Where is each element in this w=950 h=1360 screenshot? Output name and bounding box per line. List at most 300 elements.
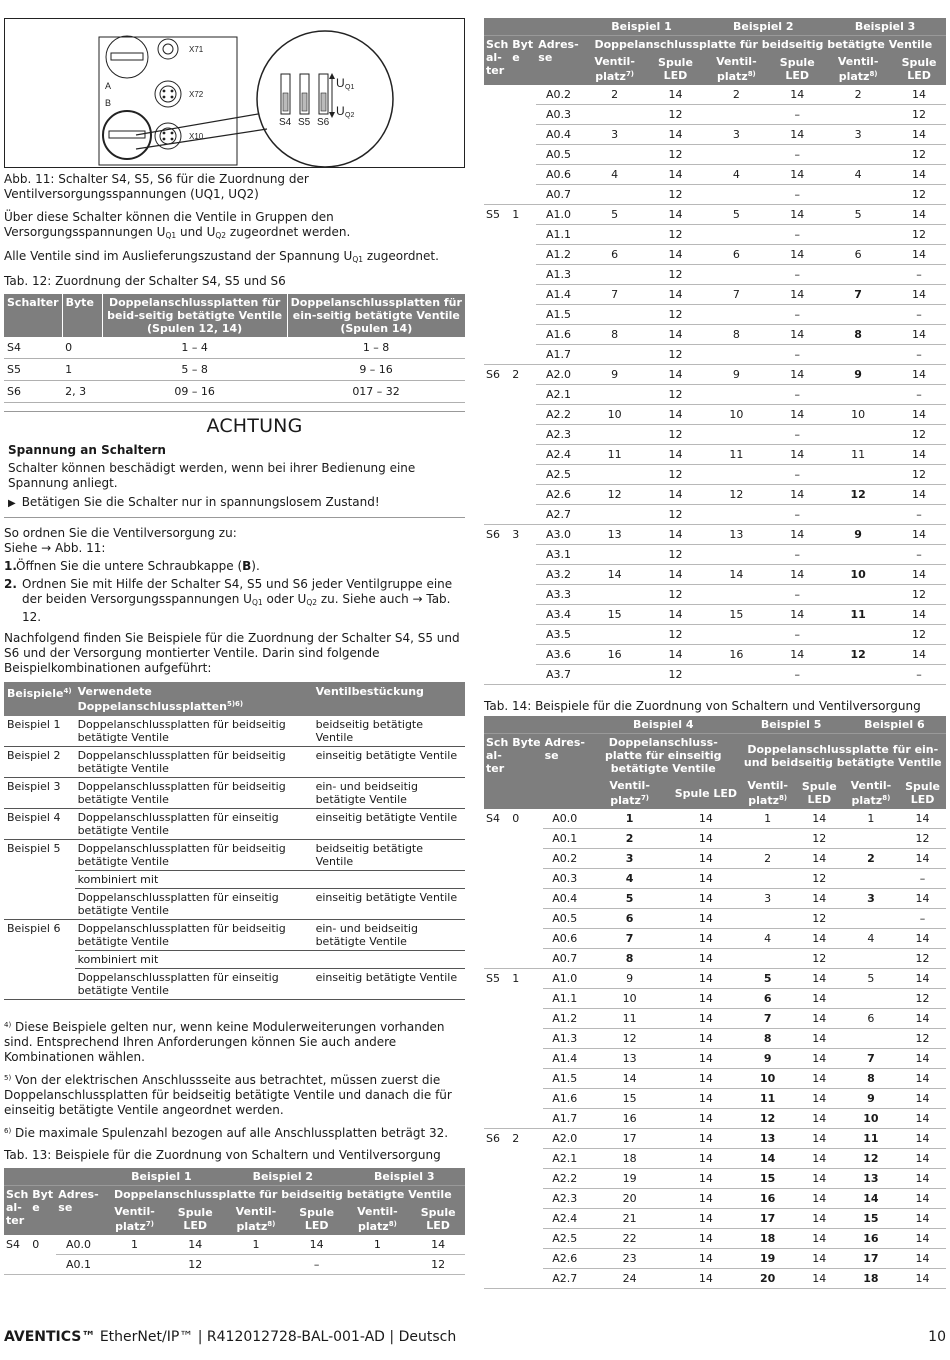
table-cell: 14 (672, 1229, 739, 1249)
table-cell: – (892, 305, 946, 325)
table-cell: 14 (770, 605, 824, 625)
right-column (484, 18, 946, 1289)
table-cell (702, 585, 770, 605)
table-cell: 9 (587, 969, 672, 989)
table-cell: A0.7 (536, 185, 580, 205)
switch-figure (4, 18, 465, 168)
table-cell (484, 989, 510, 1009)
table-cell: einseitig betätigte Ventile (313, 969, 465, 1000)
table-cell (510, 989, 542, 1009)
table-cell: 0 (62, 337, 102, 359)
footnote-5: $^{5)}$ Von der elektrischen Anschlussseite aus betrachtet, müssen zuerst die Doppelanschlussplatten für beidseitig betätigte Ventile und danach die für einseitig betätigte Ventile angeordnet werden. (4, 1073, 452, 1117)
table-cell: 3 (587, 849, 672, 869)
table-cell (510, 645, 536, 665)
table-cell: – (899, 909, 946, 929)
table-cell: 16 (587, 1109, 672, 1129)
table-cell (510, 665, 536, 685)
table-cell: 14 (672, 889, 739, 909)
header-ventilplatz: Ventil- platz$^{8)}$ (702, 53, 770, 85)
table-cell: 12 (649, 465, 703, 485)
table-cell (510, 245, 536, 265)
table-cell: Doppelanschlussplatten für beidseitig betätigte Ventile (75, 840, 313, 871)
table-cell (702, 385, 770, 405)
table-cell (824, 265, 892, 285)
table-cell: A3.3 (536, 585, 580, 605)
table-cell (510, 485, 536, 505)
table-cell: 14 (796, 849, 843, 869)
table-cell: A1.7 (543, 1109, 587, 1129)
table-cell (702, 665, 770, 685)
table-cell: 5 (587, 889, 672, 909)
table-cell (484, 325, 510, 345)
table-cell: – (770, 545, 824, 565)
table-cell: 14 (649, 525, 703, 545)
table-cell: 14 (899, 1169, 946, 1189)
table-cell: 14 (740, 1149, 796, 1169)
table-row (484, 909, 946, 929)
table-cell: 12 (649, 225, 703, 245)
table-cell: 1 (101, 1235, 169, 1255)
table-cell (484, 1229, 510, 1249)
table-cell (581, 185, 649, 205)
header-adresse: Adres- se (56, 1186, 100, 1236)
footer-text: EtherNet/IP™ | R412012728-BAL-001-AD | Deutsch (95, 1329, 457, 1345)
table-cell (484, 245, 510, 265)
table-cell: 14 (649, 325, 703, 345)
table-cell (824, 385, 892, 405)
procedure-steps (4, 559, 465, 625)
table-cell (581, 625, 649, 645)
table-cell: 14 (649, 245, 703, 265)
table-cell: 13 (740, 1129, 796, 1149)
table-cell: 14 (770, 525, 824, 545)
table-cell: 18 (587, 1149, 672, 1169)
table-cell: 14 (899, 1189, 946, 1209)
table-cell: 16 (843, 1229, 899, 1249)
table-cell (484, 345, 510, 365)
table-cell (484, 265, 510, 285)
table-row (484, 245, 946, 265)
table-cell: 12 (899, 829, 946, 849)
label-s4: S4 (279, 117, 292, 128)
table-cell: einseitig betätigte Ventile (313, 809, 465, 840)
table-row (484, 829, 946, 849)
header-ventilplatz: Ventil- platz$^{8)}$ (222, 1203, 290, 1235)
header-blank (484, 18, 581, 36)
table-cell: 14 (672, 1169, 739, 1189)
header-schalter: Sch al- ter (484, 734, 510, 810)
table-cell (824, 505, 892, 525)
table-cell (510, 545, 536, 565)
table-cell: 14 (899, 1049, 946, 1069)
table-cell: 14 (796, 1129, 843, 1149)
tab12-header: Schalter (4, 294, 62, 337)
table-cell: 14 (649, 165, 703, 185)
table-cell: A3.6 (536, 645, 580, 665)
table-cell (581, 545, 649, 565)
table-cell: A2.0 (543, 1129, 587, 1149)
label-uq2-sub: Q2 (345, 112, 355, 119)
table-cell: 12 (411, 1255, 465, 1275)
header-spule-led: Spule LED (411, 1203, 465, 1235)
table-cell: 8 (843, 1069, 899, 1089)
table-cell: 0 (512, 812, 520, 825)
table-cell: A1.5 (536, 305, 580, 325)
header-ventilplatz: Ventil- platz$^{8)}$ (740, 777, 796, 809)
table-cell: 14 (672, 829, 739, 849)
table-cell: 14 (899, 1209, 946, 1229)
table-row (484, 445, 946, 465)
table-cell: 17 (843, 1249, 899, 1269)
table-cell: 12 (649, 385, 703, 405)
table-cell: A1.4 (536, 285, 580, 305)
table-cell: 4 (587, 869, 672, 889)
table-cell: 14 (796, 1249, 843, 1269)
table-cell (484, 1029, 510, 1049)
table-cell: A0.0 (56, 1235, 100, 1255)
table-cell: 14 (672, 1069, 739, 1089)
table-cell: 14 (770, 285, 824, 305)
table-cell: A0.3 (543, 869, 587, 889)
table-cell (510, 185, 536, 205)
table-cell: 14 (796, 1149, 843, 1169)
table-cell: – (290, 1255, 344, 1275)
table-row (484, 465, 946, 485)
table-cell: A2.1 (543, 1149, 587, 1169)
table-cell: 14 (796, 1169, 843, 1189)
table-cell: – (892, 505, 946, 525)
table-row (484, 625, 946, 645)
table-cell: 14 (796, 1189, 843, 1209)
table-cell: beidseitig betätigte Ventile (313, 840, 465, 871)
table-cell (510, 1049, 542, 1069)
table-cell: 5 – 8 (102, 359, 287, 381)
table-cell: 3 (512, 528, 520, 541)
table-cell (510, 405, 536, 425)
table-cell: 14 (672, 849, 739, 869)
tab13-caption: Tab. 13: Beispiele für die Zuordnung von Schaltern und Ventilversorgung (4, 1148, 441, 1162)
table-row (484, 1249, 946, 1269)
label-s6: S6 (317, 117, 330, 128)
table-cell: 14 (899, 1149, 946, 1169)
table-cell: 8 (740, 1029, 796, 1049)
table-cell: 10 (581, 405, 649, 425)
table-cell: 09 – 16 (102, 381, 287, 403)
table-cell (510, 145, 536, 165)
table-cell: 12 (843, 1149, 899, 1169)
header-ventilplatz: Ventil- platz$^{7)}$ (587, 777, 672, 809)
table-row (484, 205, 946, 225)
table-cell: 14 (796, 1269, 843, 1289)
table-cell: 1 (512, 208, 520, 221)
table-cell (484, 605, 510, 625)
table-cell (740, 949, 796, 969)
table-cell: S4 (6, 1238, 20, 1251)
table-row (484, 145, 946, 165)
tab12-table (4, 294, 465, 403)
table-cell: 10 (824, 405, 892, 425)
table-cell: 2 (843, 849, 899, 869)
table-cell: 8 (587, 949, 672, 969)
table-cell: 1 – 8 (287, 337, 465, 359)
table-cell (484, 1069, 510, 1089)
table-cell: 14 (587, 1069, 672, 1089)
table-row (484, 605, 946, 625)
table-cell (510, 869, 542, 889)
table-cell: 14 (770, 565, 824, 585)
table-cell: 9 (581, 365, 649, 385)
table-cell: 14 (649, 485, 703, 505)
table-cell (484, 1269, 510, 1289)
table-cell (581, 345, 649, 365)
table-cell: – (770, 465, 824, 485)
table-cell: 11 (702, 445, 770, 465)
table-cell: 14 (892, 525, 946, 545)
header-span: Doppelanschlussplatte für beidseitig betätigte Ventile (581, 36, 946, 54)
table-cell (581, 105, 649, 125)
table-row (484, 1109, 946, 1129)
table-cell (510, 125, 536, 145)
table-row (4, 809, 465, 840)
table-cell: 14 (770, 85, 824, 105)
table-cell: A0.6 (536, 165, 580, 185)
table-cell (484, 465, 510, 485)
table-cell (484, 1169, 510, 1189)
table-cell: A2.3 (536, 425, 580, 445)
table-cell (510, 385, 536, 405)
table-cell (484, 1249, 510, 1269)
table-cell (581, 145, 649, 165)
table-cell: 14 (672, 969, 739, 989)
table-cell: 6 (843, 1009, 899, 1029)
table-cell: 19 (740, 1249, 796, 1269)
example-name: Beispiel 1 (4, 716, 75, 747)
table-cell (484, 305, 510, 325)
header-ventilplatz: Ventil- platz$^{7)}$ (581, 53, 649, 85)
table-cell: 9 (824, 365, 892, 385)
table-cell: A0.4 (543, 889, 587, 909)
table-cell (824, 665, 892, 685)
table-cell: 14 (892, 245, 946, 265)
table-cell (843, 829, 899, 849)
label-uq1-sub: Q1 (345, 84, 355, 91)
table-cell: 12 (899, 1029, 946, 1049)
table-cell: 1 (222, 1235, 290, 1255)
header-spule-led: Spule LED (649, 53, 703, 85)
table-cell: S5 (486, 208, 500, 221)
table-cell: 9 (824, 525, 892, 545)
table-cell: 14 (649, 125, 703, 145)
table-cell: 14 (168, 1235, 222, 1255)
table-cell (484, 1009, 510, 1029)
table-cell (344, 1255, 412, 1275)
table-cell (484, 1109, 510, 1129)
table-cell: 15 (581, 605, 649, 625)
header-beispiel: Beispiel 4 (587, 716, 740, 734)
table-cell: S4 (486, 812, 500, 825)
table-cell: 15 (843, 1209, 899, 1229)
header-beispiel: Beispiel 2 (702, 18, 824, 36)
table-cell: – (892, 265, 946, 285)
header-span: Doppelanschlussplatte für beidseitig betätigte Ventile (101, 1186, 465, 1204)
table-cell: 14 (672, 1249, 739, 1269)
table-cell: 12 (892, 625, 946, 645)
table-row (4, 747, 465, 778)
table-cell (581, 505, 649, 525)
table-cell (510, 465, 536, 485)
table-cell (484, 145, 510, 165)
table-cell: A0.5 (543, 909, 587, 929)
table-cell (510, 625, 536, 645)
table-cell (702, 225, 770, 245)
header-ventilplatz: Ventil- platz$^{8)}$ (344, 1203, 412, 1235)
table-cell: 14 (899, 849, 946, 869)
table-cell: 12 (649, 345, 703, 365)
intro-paragraph-2: Alle Ventile sind im Auslieferungszustand der Spannung $U_{Q1}$ zugeordnet. (4, 249, 439, 264)
header-spule-led: Spule LED (770, 53, 824, 85)
table-row (484, 929, 946, 949)
table-cell: 0 (32, 1238, 40, 1251)
table-cell: S6 (486, 528, 500, 541)
table-cell (510, 565, 536, 585)
table-row (484, 1129, 946, 1149)
table-cell (510, 325, 536, 345)
table-cell: – (892, 665, 946, 685)
table-cell (843, 1029, 899, 1049)
table-cell: kombiniert mit (75, 871, 313, 889)
table-cell: 14 (770, 405, 824, 425)
table-cell: 14 (892, 485, 946, 505)
table-cell (702, 305, 770, 325)
header-span-2: Doppelanschlussplatte für ein- und beidseitig betätigte Ventile (740, 734, 946, 778)
table-cell (484, 949, 510, 969)
table-cell (510, 425, 536, 445)
table-cell: 2 (702, 85, 770, 105)
table-cell (824, 425, 892, 445)
table-cell: – (770, 345, 824, 365)
label-uq1: U (336, 76, 345, 90)
table-row (484, 345, 946, 365)
table-cell: 12 (899, 989, 946, 1009)
table-cell: 14 (672, 929, 739, 949)
header-blank (4, 1168, 101, 1186)
label-a: A (105, 81, 112, 91)
table-cell (313, 951, 465, 969)
table-cell: 11 (843, 1129, 899, 1149)
table-cell: 14 (672, 1189, 739, 1209)
warning-title: ACHTUNG (206, 415, 303, 437)
table-cell: 14 (770, 445, 824, 465)
table-cell (510, 445, 536, 465)
table-row (484, 809, 946, 829)
table-cell (484, 485, 510, 505)
table-cell: 14 (899, 969, 946, 989)
examples-header: Verwendete Doppelanschlussplatten$^{5)6)}$ (75, 682, 313, 716)
table-row (4, 337, 465, 359)
label-x71: X71 (189, 45, 204, 54)
table-cell (510, 1209, 542, 1229)
list-item: 2. Ordnen Sie mit Hilfe der Schalter S4, S5 und S6 jeder Ventilgruppe eine der beiden Versorgungsspannungen $U_{Q1}$ oder $U_{Q2}$ zu. Siehe auch → Tab. 12. (4, 577, 453, 624)
table-cell: 12 (649, 105, 703, 125)
table-cell: 14 (672, 1049, 739, 1069)
table-cell: 3 (824, 125, 892, 145)
table-cell: – (770, 585, 824, 605)
table-cell: – (770, 625, 824, 645)
table-row (484, 1209, 946, 1229)
table-cell (484, 625, 510, 645)
examples-table (4, 682, 465, 1000)
table-cell: A1.0 (536, 205, 580, 225)
table-cell: 19 (587, 1169, 672, 1189)
table-cell (484, 445, 510, 465)
table-cell: 14 (892, 605, 946, 625)
table-cell: 12 (892, 425, 946, 445)
table-cell: 14 (672, 1149, 739, 1169)
table-cell: A3.2 (536, 565, 580, 585)
table-cell: 9 (702, 365, 770, 385)
table-row (4, 716, 465, 747)
table-cell: 14 (672, 1269, 739, 1289)
table-cell: 7 (843, 1049, 899, 1069)
table-cell: 14 (796, 1109, 843, 1129)
table-cell: 14 (899, 809, 946, 829)
table-row (484, 225, 946, 245)
table-cell: – (770, 105, 824, 125)
table-cell (484, 125, 510, 145)
footnote-6: $^{6)}$ Die maximale Spulenzahl bezogen auf alle Anschlussplatten beträgt 32. (4, 1126, 449, 1140)
table-cell: 4 (581, 165, 649, 185)
table-cell: 1 (587, 809, 672, 829)
table-cell (510, 345, 536, 365)
table-cell: A1.4 (543, 1049, 587, 1069)
table-cell: A2.0 (536, 365, 580, 385)
table-cell: 3 (702, 125, 770, 145)
table-cell (484, 505, 510, 525)
table-cell (824, 345, 892, 365)
table-cell: 14 (892, 205, 946, 225)
left-column (4, 18, 465, 1275)
table-cell (510, 265, 536, 285)
table-cell (581, 425, 649, 445)
table-cell (484, 1209, 510, 1229)
header-adresse: Adres- se (536, 36, 580, 86)
table-cell: A1.2 (536, 245, 580, 265)
table-cell (484, 165, 510, 185)
table-row (484, 1029, 946, 1049)
header-spule-led: Spule LED (290, 1203, 344, 1235)
table-cell: 2 (587, 829, 672, 849)
table-cell: 14 (892, 405, 946, 425)
table-row (484, 265, 946, 285)
table-row (4, 1235, 465, 1255)
intro-paragraph-1: Über diese Schalter können die Ventile in Gruppen den Versorgungsspannungen $U_{Q1}$ und $U_{Q2}$ zugeordnet werden. (4, 210, 351, 240)
table-cell (843, 869, 899, 889)
table-cell: Doppelanschlussplatten für beidseitig betätigte Ventile (75, 747, 313, 778)
table-row (484, 125, 946, 145)
table-cell (484, 665, 510, 685)
table-cell: 14 (649, 205, 703, 225)
table-cell: 11 (581, 445, 649, 465)
table-cell: 1 (344, 1235, 412, 1255)
table-cell: A1.6 (543, 1089, 587, 1109)
table-cell: A1.1 (536, 225, 580, 245)
table-cell: 2 (824, 85, 892, 105)
table-cell: 16 (581, 645, 649, 665)
table-cell (843, 909, 899, 929)
table-cell: Doppelanschlussplatten für einseitig betätigte Ventile (75, 969, 313, 1000)
table-row (484, 325, 946, 345)
table-cell: A0.6 (543, 929, 587, 949)
